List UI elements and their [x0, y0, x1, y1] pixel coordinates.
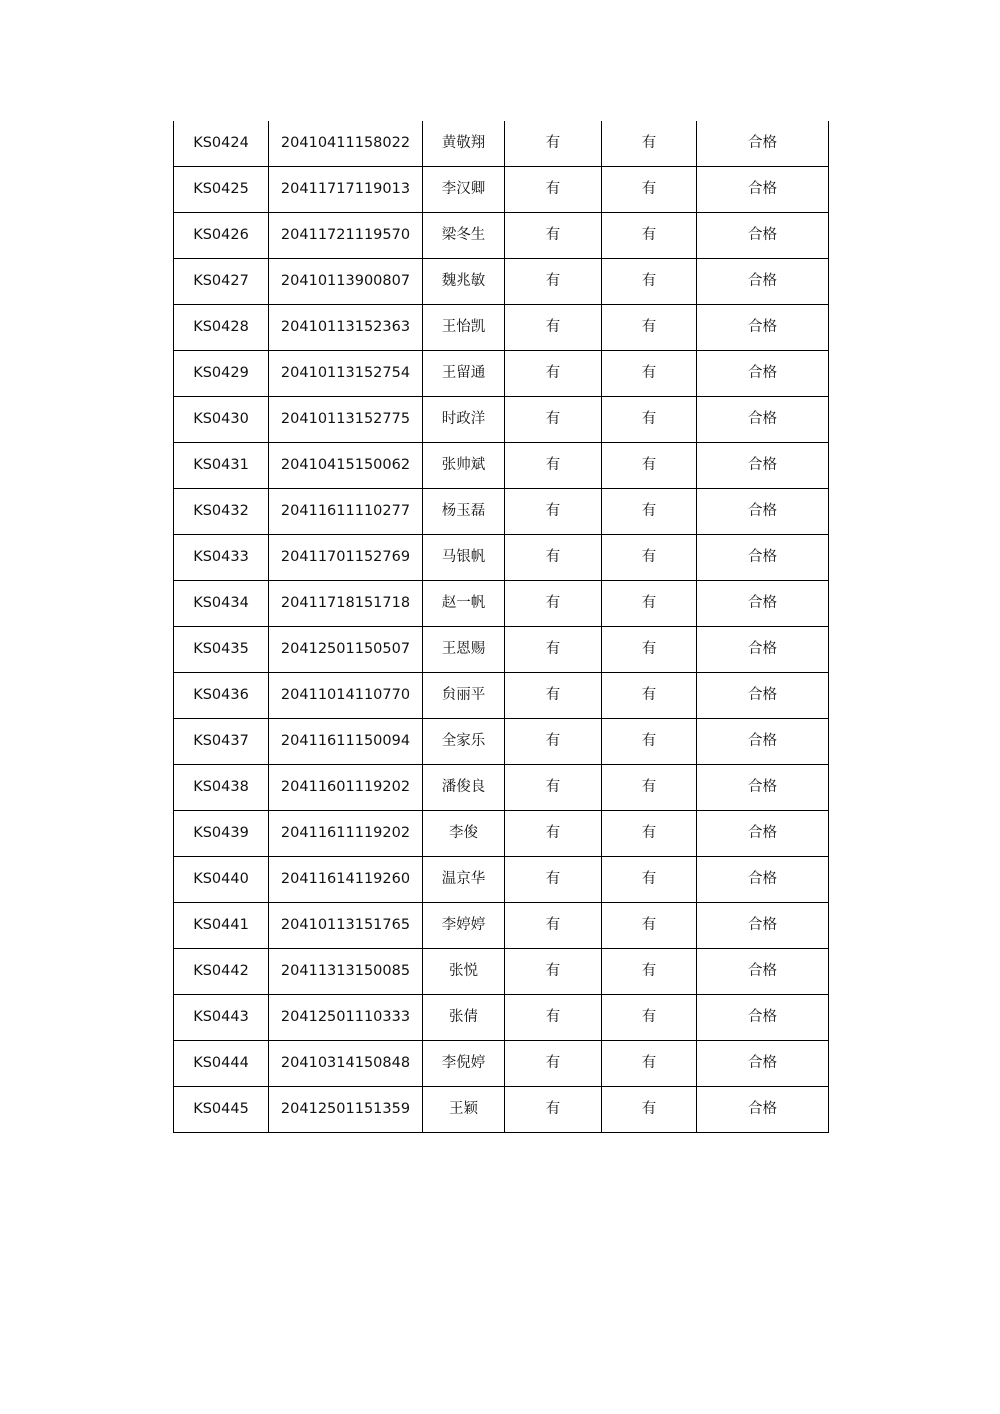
row-col5-cell: 有 — [602, 489, 697, 535]
row-name-cell: 王恩赐 — [423, 627, 505, 673]
table-row — [174, 351, 829, 397]
row-col5-cell: 有 — [602, 397, 697, 443]
row-col4-cell: 有 — [505, 995, 602, 1041]
row-id-cell: KS0436 — [174, 673, 269, 719]
row-result-cell: 合格 — [697, 397, 829, 443]
row-col4-cell: 有 — [505, 305, 602, 351]
row-result-cell: 合格 — [697, 535, 829, 581]
row-name-cell: 贠丽平 — [423, 673, 505, 719]
row-number-cell: 20410113900807 — [269, 259, 423, 305]
row-number-cell: 20410113152363 — [269, 305, 423, 351]
table-row — [174, 857, 829, 903]
row-result-cell: 合格 — [697, 811, 829, 857]
table-row — [174, 1041, 829, 1087]
row-id-cell: KS0433 — [174, 535, 269, 581]
row-col4-cell: 有 — [505, 765, 602, 811]
row-id-cell: KS0424 — [174, 121, 269, 167]
row-result-cell: 合格 — [697, 995, 829, 1041]
row-number-cell: 20410113152775 — [269, 397, 423, 443]
row-col5-cell: 有 — [602, 949, 697, 995]
row-number-cell: 20411718151718 — [269, 581, 423, 627]
row-id-cell: KS0438 — [174, 765, 269, 811]
row-id-cell: KS0435 — [174, 627, 269, 673]
table-row — [174, 167, 829, 213]
row-id-cell: KS0432 — [174, 489, 269, 535]
row-col5-cell: 有 — [602, 535, 697, 581]
row-number-cell: 20411611110277 — [269, 489, 423, 535]
row-id-cell: KS0442 — [174, 949, 269, 995]
row-number-cell: 20411601119202 — [269, 765, 423, 811]
row-id-cell: KS0434 — [174, 581, 269, 627]
table-row — [174, 489, 829, 535]
table-row — [174, 811, 829, 857]
row-col5-cell: 有 — [602, 765, 697, 811]
row-col5-cell: 有 — [602, 259, 697, 305]
row-name-cell: 张倩 — [423, 995, 505, 1041]
row-col5-cell: 有 — [602, 995, 697, 1041]
row-col4-cell: 有 — [505, 213, 602, 259]
row-col4-cell: 有 — [505, 443, 602, 489]
row-id-cell: KS0425 — [174, 167, 269, 213]
row-number-cell: 20411014110770 — [269, 673, 423, 719]
row-id-cell: KS0443 — [174, 995, 269, 1041]
row-result-cell: 合格 — [697, 673, 829, 719]
row-name-cell: 王怡凯 — [423, 305, 505, 351]
row-result-cell: 合格 — [697, 1041, 829, 1087]
row-name-cell: 王颖 — [423, 1087, 505, 1133]
row-number-cell: 20412501110333 — [269, 995, 423, 1041]
row-id-cell: KS0445 — [174, 1087, 269, 1133]
row-number-cell: 20411614119260 — [269, 857, 423, 903]
row-number-cell: 20412501151359 — [269, 1087, 423, 1133]
row-col4-cell: 有 — [505, 121, 602, 167]
row-result-cell: 合格 — [697, 351, 829, 397]
row-name-cell: 李倪婷 — [423, 1041, 505, 1087]
table-row — [174, 673, 829, 719]
row-col5-cell: 有 — [602, 811, 697, 857]
row-col5-cell: 有 — [602, 673, 697, 719]
row-col4-cell: 有 — [505, 351, 602, 397]
row-col4-cell: 有 — [505, 719, 602, 765]
table-row — [174, 443, 829, 489]
row-col5-cell: 有 — [602, 167, 697, 213]
row-result-cell: 合格 — [697, 857, 829, 903]
row-name-cell: 魏兆敏 — [423, 259, 505, 305]
row-name-cell: 全家乐 — [423, 719, 505, 765]
row-number-cell: 20411611119202 — [269, 811, 423, 857]
row-number-cell: 20410314150848 — [269, 1041, 423, 1087]
row-result-cell: 合格 — [697, 719, 829, 765]
row-col4-cell: 有 — [505, 673, 602, 719]
row-col4-cell: 有 — [505, 535, 602, 581]
row-id-cell: KS0437 — [174, 719, 269, 765]
table-row — [174, 765, 829, 811]
row-name-cell: 梁冬生 — [423, 213, 505, 259]
table-row — [174, 305, 829, 351]
row-id-cell: KS0428 — [174, 305, 269, 351]
row-number-cell: 20410411158022 — [269, 121, 423, 167]
table-row — [174, 121, 829, 167]
row-col4-cell: 有 — [505, 489, 602, 535]
row-id-cell: KS0444 — [174, 1041, 269, 1087]
row-id-cell: KS0430 — [174, 397, 269, 443]
row-result-cell: 合格 — [697, 121, 829, 167]
row-number-cell: 20411701152769 — [269, 535, 423, 581]
row-col4-cell: 有 — [505, 259, 602, 305]
row-name-cell: 张帅斌 — [423, 443, 505, 489]
row-col4-cell: 有 — [505, 857, 602, 903]
table-row — [174, 397, 829, 443]
row-name-cell: 王留通 — [423, 351, 505, 397]
row-name-cell: 马银帆 — [423, 535, 505, 581]
row-result-cell: 合格 — [697, 1087, 829, 1133]
row-col4-cell: 有 — [505, 627, 602, 673]
row-name-cell: 潘俊良 — [423, 765, 505, 811]
row-result-cell: 合格 — [697, 949, 829, 995]
table-row — [174, 581, 829, 627]
row-number-cell: 20411721119570 — [269, 213, 423, 259]
row-col5-cell: 有 — [602, 213, 697, 259]
row-col5-cell: 有 — [602, 581, 697, 627]
row-col4-cell: 有 — [505, 167, 602, 213]
row-col4-cell: 有 — [505, 1087, 602, 1133]
row-name-cell: 张悦 — [423, 949, 505, 995]
row-name-cell: 李婷婷 — [423, 903, 505, 949]
row-number-cell: 20411611150094 — [269, 719, 423, 765]
row-number-cell: 20412501150507 — [269, 627, 423, 673]
row-col4-cell: 有 — [505, 903, 602, 949]
row-col5-cell: 有 — [602, 351, 697, 397]
row-result-cell: 合格 — [697, 305, 829, 351]
row-result-cell: 合格 — [697, 213, 829, 259]
table-row — [174, 949, 829, 995]
row-result-cell: 合格 — [697, 627, 829, 673]
row-col5-cell: 有 — [602, 443, 697, 489]
row-col4-cell: 有 — [505, 1041, 602, 1087]
row-col4-cell: 有 — [505, 581, 602, 627]
row-col5-cell: 有 — [602, 719, 697, 765]
table-row — [174, 903, 829, 949]
row-name-cell: 时政洋 — [423, 397, 505, 443]
row-result-cell: 合格 — [697, 443, 829, 489]
row-col4-cell: 有 — [505, 949, 602, 995]
row-id-cell: KS0431 — [174, 443, 269, 489]
row-name-cell: 赵一帆 — [423, 581, 505, 627]
row-name-cell: 杨玉磊 — [423, 489, 505, 535]
row-id-cell: KS0429 — [174, 351, 269, 397]
row-result-cell: 合格 — [697, 259, 829, 305]
row-name-cell: 黄敬翔 — [423, 121, 505, 167]
row-result-cell: 合格 — [697, 903, 829, 949]
row-number-cell: 20410113151765 — [269, 903, 423, 949]
row-number-cell: 20411313150085 — [269, 949, 423, 995]
row-id-cell: KS0426 — [174, 213, 269, 259]
table-row — [174, 627, 829, 673]
table-row — [174, 213, 829, 259]
row-name-cell: 李汉卿 — [423, 167, 505, 213]
row-name-cell: 李俊 — [423, 811, 505, 857]
table-row — [174, 1087, 829, 1133]
row-number-cell: 20410415150062 — [269, 443, 423, 489]
row-id-cell: KS0439 — [174, 811, 269, 857]
row-id-cell: KS0427 — [174, 259, 269, 305]
roster-table-body — [174, 121, 829, 1133]
roster-table — [173, 121, 829, 1133]
row-col5-cell: 有 — [602, 1041, 697, 1087]
roster-sheet — [173, 121, 828, 1133]
row-col5-cell: 有 — [602, 1087, 697, 1133]
row-col4-cell: 有 — [505, 397, 602, 443]
row-name-cell: 温京华 — [423, 857, 505, 903]
row-result-cell: 合格 — [697, 489, 829, 535]
row-col5-cell: 有 — [602, 121, 697, 167]
row-result-cell: 合格 — [697, 765, 829, 811]
row-id-cell: KS0441 — [174, 903, 269, 949]
table-row — [174, 535, 829, 581]
row-col5-cell: 有 — [602, 903, 697, 949]
row-col5-cell: 有 — [602, 627, 697, 673]
table-row — [174, 259, 829, 305]
table-row — [174, 719, 829, 765]
row-col5-cell: 有 — [602, 857, 697, 903]
row-number-cell: 20411717119013 — [269, 167, 423, 213]
table-row — [174, 995, 829, 1041]
row-number-cell: 20410113152754 — [269, 351, 423, 397]
row-id-cell: KS0440 — [174, 857, 269, 903]
row-result-cell: 合格 — [697, 167, 829, 213]
row-col5-cell: 有 — [602, 305, 697, 351]
row-col4-cell: 有 — [505, 811, 602, 857]
row-result-cell: 合格 — [697, 581, 829, 627]
